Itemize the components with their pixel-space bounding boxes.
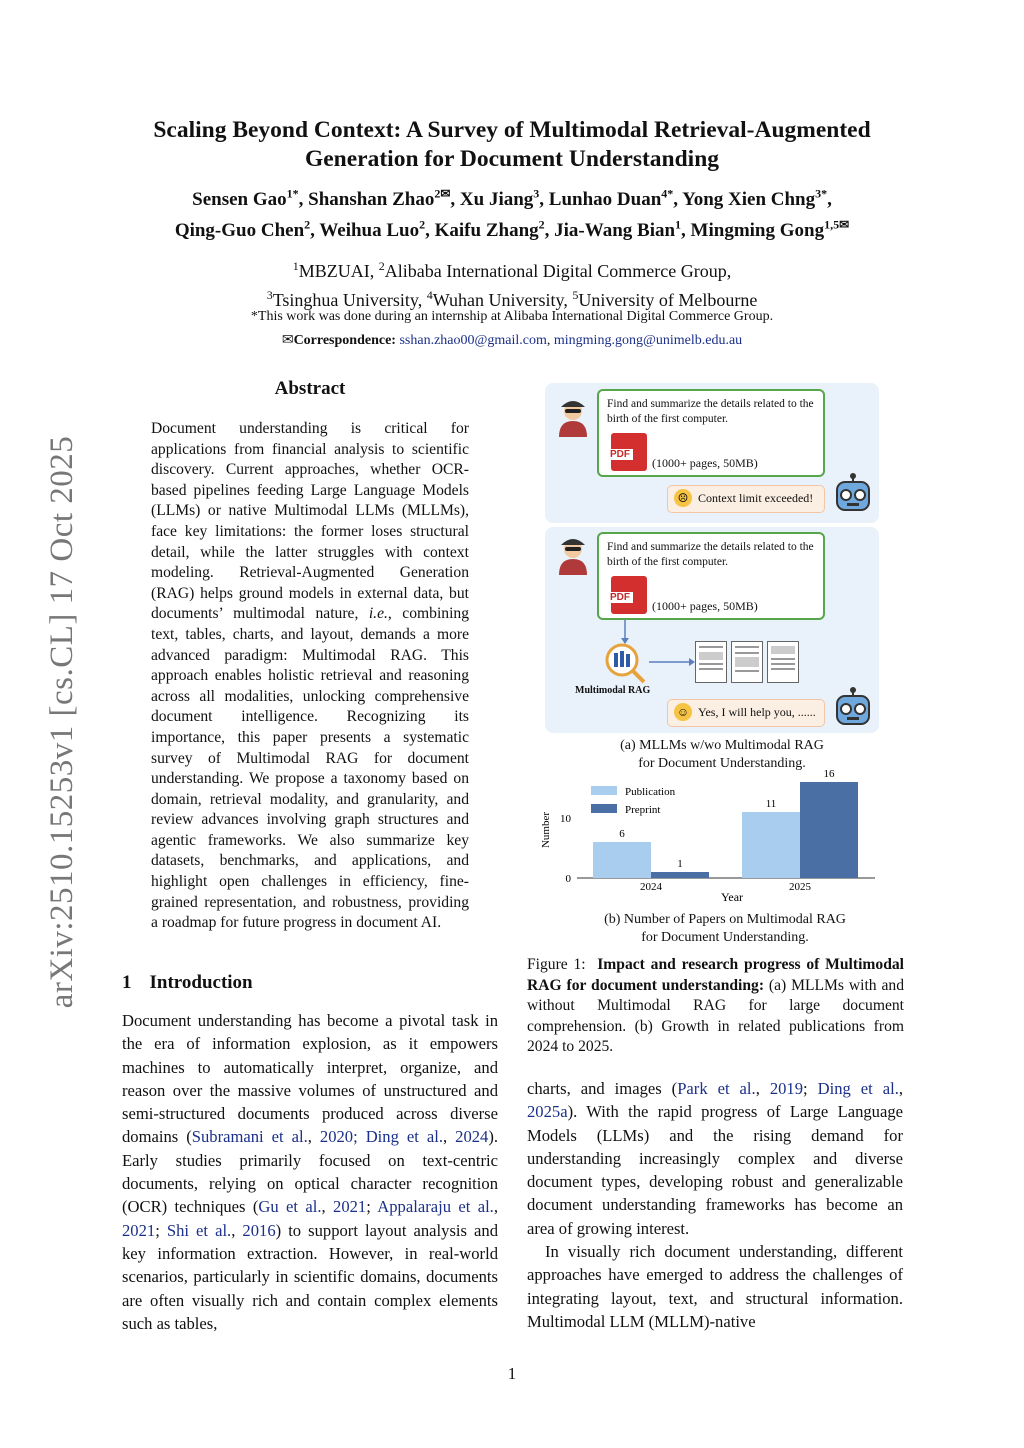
author-affiliation-marker: 3 — [533, 187, 540, 201]
citation-link[interactable]: Appalaraju et al. — [377, 1197, 494, 1217]
citation-link[interactable]: 2019 — [769, 1079, 804, 1098]
author-name: Lunhao Duan — [548, 189, 662, 211]
abstract-text: Document understanding is critical for applications from financial analysis to scientific discovery. Current approaches, whether OCR-based pipelines feeding Large Language Models (LLMs) or native Multimodal LLMs (MLLMs), face key limitations: the former loses structural detail, while the latter struggles with context modeling. Retrieval-Augmented Generation (RAG) helps ground models in external data, but documents’ multimodal nature, i.e., combining text, tables, charts, and layout, demands a more advanced paradigm: Multimodal RAG. This approach enables holistic retrieval and reasoning across all modalities, unlocking comprehensive document intelligence. Recognizing its importance, this paper presents a systematic survey of Multimodal RAG for document understanding. We propose a taxonomy based on domain, retrieval modality, and granularity, and review advances involving graph structures and agentic frameworks. We also summarize key datasets, benchmarks, and applications, and highlight open challenges in efficiency, fine-grained representation, and robustness, providing a roadmap for future progress in document AI. — [151, 420, 469, 932]
page-number: 1 — [507, 1364, 517, 1383]
author-name: Sensen Gao — [192, 189, 287, 211]
legend-swatch-publication — [591, 786, 617, 795]
retrieved-page — [767, 641, 799, 683]
query-bubble: Find and summarize the details related to the birth of the first computer. — [597, 389, 825, 477]
author-name: Qing-Guo Chen — [174, 219, 305, 241]
subfigure-a-caption: (a) MLLMs w/wo Multimodal RAG for Document Understanding. — [620, 738, 824, 771]
papers-bar-chart — [535, 768, 879, 908]
author-affiliation-marker: 2 — [538, 217, 545, 232]
bar-value-label: 1 — [677, 858, 683, 870]
email-link-2[interactable]: mingming.gong@unimelb.edu.au — [553, 333, 743, 348]
rag-label: Multimodal RAG — [575, 685, 651, 696]
affiliation-name: Alibaba International Digital Commerce Group, — [384, 261, 732, 281]
envelope-icon: ✉ — [281, 333, 294, 348]
author-name: Shanshan Zhao — [308, 189, 435, 211]
query-bubble: Find and summarize the details related to the birth of the first computer. — [597, 532, 825, 620]
author-affiliation-marker: 4* — [661, 187, 674, 201]
bar-publication-2025 — [742, 812, 800, 878]
citation-link[interactable]: 2021 — [122, 1220, 156, 1240]
affiliations — [100, 254, 924, 312]
arxiv-identifier: arXiv:2510.15253v1 [cs.CL] 17 Oct 2025 — [44, 435, 80, 1009]
figure-1 — [540, 383, 879, 945]
legend-swatch-preprint — [591, 804, 617, 813]
intro-column-right: charts, and images (Park et al., 2019; Ding et al., 2025a). With the rapid progress of Large Language Models (LLMs) and the rising demand for understanding increasingly complex and diverse document types, developing robust and generalizable document understanding frameworks has become an area of growing interest. In visually rich document understanding, different approaches have emerged to address the challenges of integrating layout, text, and structural information. Multimodal LLM (MLLM)-native — [527, 1079, 904, 1331]
bar-preprint-2024 — [651, 872, 709, 878]
sad-face-icon: ☹ — [674, 489, 692, 507]
affiliation-marker: 4 — [426, 288, 433, 302]
affiliation-name: Tsinghua University, — [272, 290, 427, 310]
citation-link[interactable]: 2021 — [333, 1197, 367, 1217]
user-icon — [553, 533, 593, 575]
citation-link[interactable]: Ding et al. — [817, 1079, 899, 1098]
citation-link[interactable]: 2024 — [455, 1127, 489, 1147]
citation-link[interactable]: Subramani et al. — [191, 1127, 308, 1147]
author-note: *This work was done during an internship at Alibaba International Digital Commerce Group. — [250, 309, 774, 324]
x-tick-label: 2025 — [789, 881, 811, 893]
correspondence — [100, 331, 924, 351]
author-name: Mingming Gong — [690, 219, 825, 241]
legend-label: Publication — [625, 786, 676, 798]
bar-preprint-2025 — [800, 782, 858, 878]
citation-link[interactable]: 2016 — [242, 1220, 276, 1240]
robot-icon — [833, 687, 873, 731]
bar-value-label: 16 — [823, 768, 835, 780]
email-link-1[interactable]: sshan.zhao00@gmail.com — [399, 333, 547, 348]
legend-label: Preprint — [625, 804, 661, 816]
author-affiliation-marker: 3* — [815, 187, 828, 201]
affiliation-name: Wuhan University, — [432, 290, 573, 310]
section-heading — [122, 972, 253, 994]
intro-column-left: Document understanding has become a pivotal task in the era of information explosion, as it empowers machines to automatically interpret, organize, and reason over the massive volumes of unstructured and semi-structured documents produced across diverse domains (Subramani et al., 2020; Ding et al., 2024). Early studies primarily focused on text-centric documents, relying on optical character recognition (OCR) techniques (Gu et al., 2021; Appalaraju et al., 2021; Shi et al., 2016) to support layout analysis and key information extraction. However, in real-world scenarios, particularly in scientific domains, documents are often visually rich and contain complex elements such as tables, — [122, 1011, 499, 1333]
figure-caption: Figure 1: Impact and research progress of Multimodal RAG for document understanding: (a) MLLMs with and without Multimodal RAG for large document comprehension. (b) Growth in related publications from 2024 to 2025. — [527, 956, 904, 1056]
author-list: Sensen Gao$^{1*}$, Shanshan Zhao$^{2✉}$, Xu Jiang$^3$, Lunhao Duan$^{4*}$, Yong Xien Chng$^{3*}$, Qing-Guo Chen$^2$, Weihua Luo$^2$, Kaifu Zhang$^2$, Jia-Wang Bian$^1$, Mingming Gong$^{1,5✉}$ — [174, 187, 850, 241]
citation-link[interactable]: Gu et al. — [258, 1197, 322, 1217]
citation-link[interactable]: Park et al. — [677, 1079, 756, 1098]
author-name: Yong Xien Chng — [682, 189, 816, 211]
bar-publication-2024 — [593, 842, 651, 878]
affiliation-marker: 5 — [572, 288, 579, 302]
subfigure-b-caption: (b) Number of Papers on Multimodal RAG for Document Understanding. — [604, 912, 846, 945]
retrieved-page — [695, 641, 727, 683]
correspondence-label: Correspondence: — [293, 333, 396, 348]
success-message: ☺ Yes, I will help you, ...... — [667, 699, 825, 727]
y-tick-label: 10 — [560, 813, 571, 825]
bar-value-label: 6 — [619, 828, 625, 840]
author-affiliation-marker: 1 — [675, 217, 682, 232]
affiliation-marker: 1 — [292, 259, 299, 273]
magnifier-icon — [603, 641, 647, 685]
affiliation-marker: 2 — [378, 259, 385, 273]
author-name: Jia-Wang Bian — [554, 219, 676, 241]
affiliation-name: MBZUAI, — [298, 261, 379, 281]
user-icon — [553, 395, 593, 437]
author-affiliation-marker: 2✉ — [434, 187, 451, 201]
author-name: Kaifu Zhang — [434, 219, 539, 241]
y-tick-label: 0 — [565, 873, 571, 885]
document-size: (1000+ pages, 50MB) — [652, 599, 758, 613]
author-affiliation-marker: 1* — [286, 187, 299, 201]
citation-link[interactable]: 2020 — [319, 1127, 354, 1147]
robot-icon — [833, 473, 873, 517]
email-separator: , — [546, 333, 554, 348]
section-number: 1 — [122, 972, 132, 993]
document-size: (1000+ pages, 50MB) — [652, 456, 758, 470]
author-affiliation-marker: 2 — [304, 217, 311, 232]
paper-title: Scaling Beyond Context: A Survey of Multimodal Retrieval-Augmented Generation for Document Understanding — [153, 117, 871, 172]
smile-icon: ☺ — [674, 703, 692, 721]
affiliation-name: University of Melbourne — [578, 290, 758, 310]
bar-value-label: 11 — [765, 798, 777, 810]
affiliation-marker: 3 — [266, 288, 273, 302]
pdf-icon: PDF — [611, 576, 647, 614]
x-axis-label: Year — [720, 890, 744, 904]
citation-link[interactable]: Shi et al. — [166, 1220, 232, 1240]
section-title: Introduction — [149, 972, 253, 993]
y-axis-label: Number — [540, 811, 552, 849]
abstract-heading: Abstract — [274, 378, 346, 399]
author-name: Weihua Luo — [319, 219, 420, 241]
author-affiliation-marker: 2 — [419, 217, 426, 232]
citation-link[interactable]: Ding et al. — [365, 1127, 443, 1147]
citation-link[interactable]: 2025a — [527, 1102, 568, 1122]
retrieved-page — [731, 641, 763, 683]
pdf-icon: PDF — [611, 433, 647, 471]
x-tick-label: 2024 — [640, 881, 662, 893]
author-affiliation-marker: 1,5✉ — [824, 217, 850, 232]
author-name: Xu Jiang — [459, 189, 534, 211]
error-message: ☹ Context limit exceeded! — [667, 485, 825, 513]
